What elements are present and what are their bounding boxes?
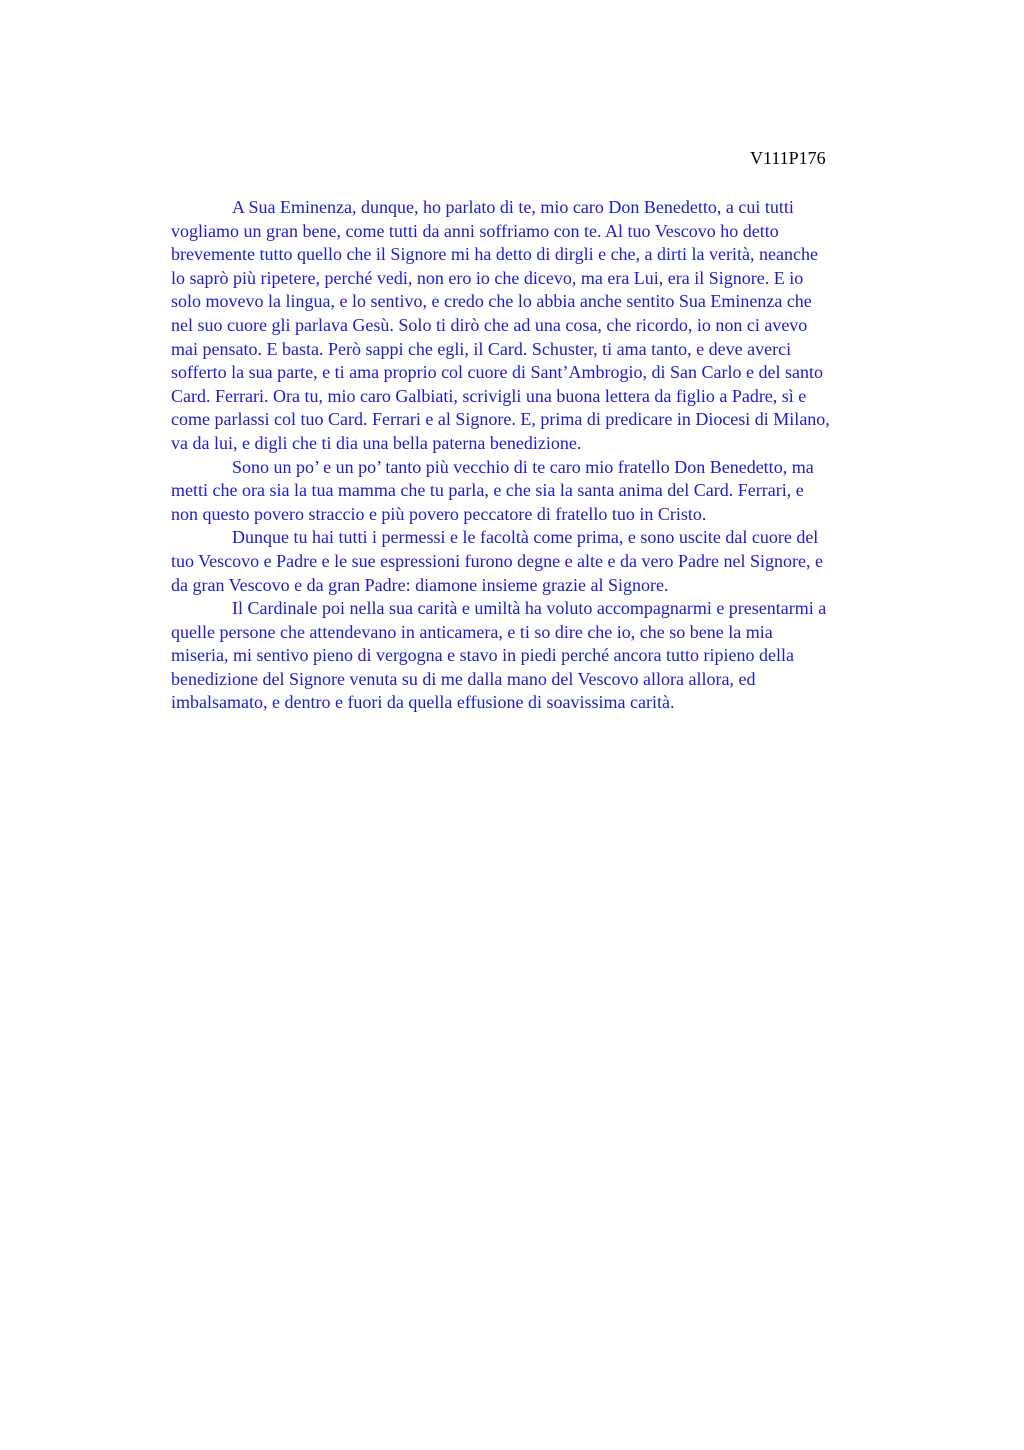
text-line: non questo povero straccio e più povero peccatore di fratello tuo in Cristo. (171, 503, 707, 524)
text-line: vogliamo un gran bene, come tutti da anni soffriamo con te. Al tuo Vescovo ho detto (171, 220, 779, 241)
text-line: Sono un po’ e un po’ tanto più vecchio di te caro mio fratello Don Benedetto, ma (232, 456, 814, 477)
text-line: A Sua Eminenza, dunque, ho parlato di te, mio caro Don Benedetto, a cui tutti (232, 197, 794, 217)
text-line: brevemente tutto quello che il Signore mi ha detto di dirgli e che, a dirti la verità, neanche (171, 244, 818, 265)
text-line: mai pensato. E basta. Però sappi che egli, il Card. Schuster, ti ama tanto, e deve averci (171, 338, 792, 359)
text-line: tuo Vescovo e Padre e le sue espressioni furono degne e alte e da vero Padre nel Signore, e (171, 550, 823, 571)
page-code: V111P176 (750, 148, 826, 168)
text-line: da gran Vescovo e da gran Padre: diamone insieme grazie al Signore. (171, 574, 669, 595)
text-line: solo movevo la lingua, e lo sentivo, e credo che lo abbia anche sentito Sua Eminenza che (171, 291, 812, 312)
text-line: Card. Ferrari. Ora tu, mio caro Galbiati, scrivigli una buona lettera da figlio a Padre, sì e (171, 385, 807, 406)
text-line: Dunque tu hai tutti i permessi e le facoltà come prima, e sono uscite dal cuore del (232, 527, 819, 548)
text-line: come parlassi col tuo Card. Ferrari e al Signore. E, prima di predicare in Diocesi di Milano, (171, 409, 830, 430)
text-line: Il Cardinale poi nella sua carità e umiltà ha voluto accompagnarmi e presentarmi a (232, 598, 827, 619)
text-line: benedizione del Signore venuta su di me dalla mano del Vescovo allora allora, ed (171, 668, 756, 689)
text-line: sofferto la sua parte, e ti ama proprio col cuore di Sant’Ambrogio, di San Carlo e del santo (171, 362, 823, 383)
text-line: miseria, mi sentivo pieno di vergogna e stavo in piedi perché ancora tutto ripieno della (171, 645, 794, 666)
text-line: quelle persone che attendevano in anticamera, e ti so dire che io, che so bene la mia (171, 621, 773, 642)
letter-body (171, 196, 931, 715)
text-line: nel suo cuore gli parlava Gesù. Solo ti dirò che ad una cosa, che ricordo, io non ci avevo (171, 314, 808, 335)
text-line: va da lui, e digli che ti dia una bella paterna benedizione. (171, 432, 582, 453)
text-line: lo saprò più ripetere, perché vedi, non ero io che dicevo, ma era Lui, era il Signore. E io (171, 267, 804, 288)
text-line: imbalsamato, e dentro e fuori da quella effusione di soavissima carità. (171, 692, 675, 713)
text-line: metti che ora sia la tua mamma che tu parla, e che sia la santa anima del Card. Ferrari, e (171, 480, 804, 501)
